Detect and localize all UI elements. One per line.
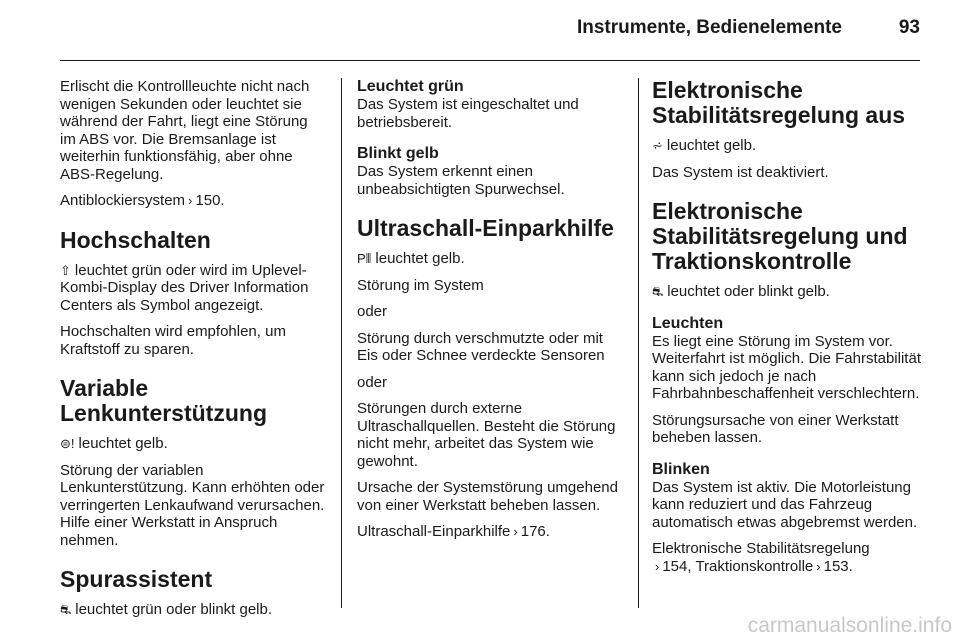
gruen-paragraph: Das System ist eingeschaltet und betriebsbereit. (357, 96, 579, 131)
esp-reference: Elektronische Stabilitätsregelung › 154, Traktionskontrolle › 153. (652, 540, 870, 575)
leuchten-paragraph-2: Störungsursache von einer Werkstatt beheben lassen. (652, 411, 899, 446)
esp-icon: ⛐ (652, 284, 664, 299)
heading-esp-aus: Elektronische Stabilitätsregelung aus (652, 77, 906, 128)
oder-paragraph: oder (357, 373, 388, 391)
steering-warning-icon: ⊜! (60, 436, 75, 451)
heading-blinken: Blinken (652, 460, 710, 478)
heading-esp-traktion: Elektronische Stabilitätsregelung und Traktionskontrolle (652, 198, 908, 274)
stoerung-paragraph: Störung im System (357, 276, 484, 294)
extern-paragraph: Störungen durch externe Ultraschallquellen. Besteht die Störung nicht mehr, arbeitet das System wie gewohnt. (357, 400, 616, 470)
gelb-paragraph: Das System erkennt einen unbeabsichtigten Spurwechsel. (357, 163, 565, 198)
column-divider (341, 78, 342, 608)
ursache-paragraph: Ursache der Systemstörung umgehend von einer Werkstatt beheben lassen. (357, 479, 618, 514)
column-divider (638, 78, 639, 608)
upshift-icon: ⇧ (60, 262, 71, 278)
parking-assist-icon: P⦀ (357, 251, 372, 266)
oder-paragraph: oder (357, 303, 388, 320)
blinken-paragraph: Das System ist aktiv. Die Motorleistung kann reduziert und das Fahrzeug automatisch etwas abgebremst werden. (652, 478, 918, 531)
esp-aus-paragraph: ⩫ leuchtet gelb. (652, 137, 757, 154)
column-2 (357, 78, 627, 550)
hochschalten-paragraph: ⇧ leuchtet grün oder wird im Uplevel-Kombi-Display des Driver Information Centers als Symbol angezeigt. (60, 261, 309, 314)
variable-paragraph: ⊜! leuchtet gelb. (60, 435, 168, 452)
heading-blinkt-gelb: Blinkt gelb (357, 145, 439, 162)
esp-aus-paragraph-2: Das System ist deaktiviert. (652, 163, 829, 181)
schmutz-paragraph: Störung durch verschmutzte oder mit Eis oder Schnee verdeckte Sensoren (357, 329, 605, 364)
page-ref-arrow-icon: › (188, 193, 193, 208)
leuchten-paragraph: Es liegt eine Störung im System vor. Weiterfahrt ist möglich. Die Fahrstabilität kann sich jedoch je nach Fahrbahnbeschaffenheit verschlechtern. (652, 332, 921, 402)
heading-leuchtet-gruen: Leuchtet grün (357, 78, 464, 95)
heading-leuchten: Leuchten (652, 314, 724, 332)
esp-tc-paragraph: ⛐ leuchtet oder blinkt gelb. (652, 283, 830, 300)
column-3 (652, 78, 924, 584)
watermark: carmanualsonline.info (747, 614, 952, 637)
ultra-paragraph: P⦀ leuchtet gelb. (357, 250, 465, 267)
heading-ultraschall: Ultraschall-Einparkhilfe (357, 215, 614, 241)
abs-paragraph: Erlischt die Kontrollleuchte nicht nach wenigen Sekunden oder leuchtet sie während der Fahrt, liegt eine Störung im ABS vor. Die Bremsanlage ist weiterhin funktionsfähig, aber ohne ABS-Regelung. (60, 78, 310, 183)
column-1 (60, 78, 326, 628)
page-ref-arrow-icon: › (655, 558, 660, 574)
ultra-reference: Ultraschall-Einparkhilfe › 176. (357, 523, 550, 540)
page-ref-arrow-icon: › (816, 558, 821, 574)
variable-paragraph-2: Störung der variablen Lenkunterstützung. Kann erhöhten oder verringerten Lenkaufwand verursachen. Hilfe einer Werkstatt in Anspruch nehmen. (60, 461, 325, 549)
hochschalten-paragraph-2: Hochschalten wird empfohlen, um Kraftstoff zu sparen. (60, 323, 286, 358)
heading-hochschalten: Hochschalten (60, 226, 211, 253)
lane-assist-icon: ⛐ (60, 602, 72, 617)
esp-off-icon: ⩫ (652, 138, 663, 153)
heading-variable-lenkunterstuetzung: Variable Lenkunterstützung (60, 375, 267, 426)
page-number: 93 (898, 17, 920, 38)
abs-reference: Antiblockiersystem › 150. (60, 192, 225, 209)
heading-spurassistent: Spurassistent (60, 566, 213, 592)
header-divider (60, 60, 920, 61)
page-header-title: Instrumente, Bedienelemente (576, 17, 842, 38)
spur-paragraph: ⛐ leuchtet grün oder blinkt gelb. (60, 601, 273, 618)
page-ref-arrow-icon: › (513, 524, 518, 539)
